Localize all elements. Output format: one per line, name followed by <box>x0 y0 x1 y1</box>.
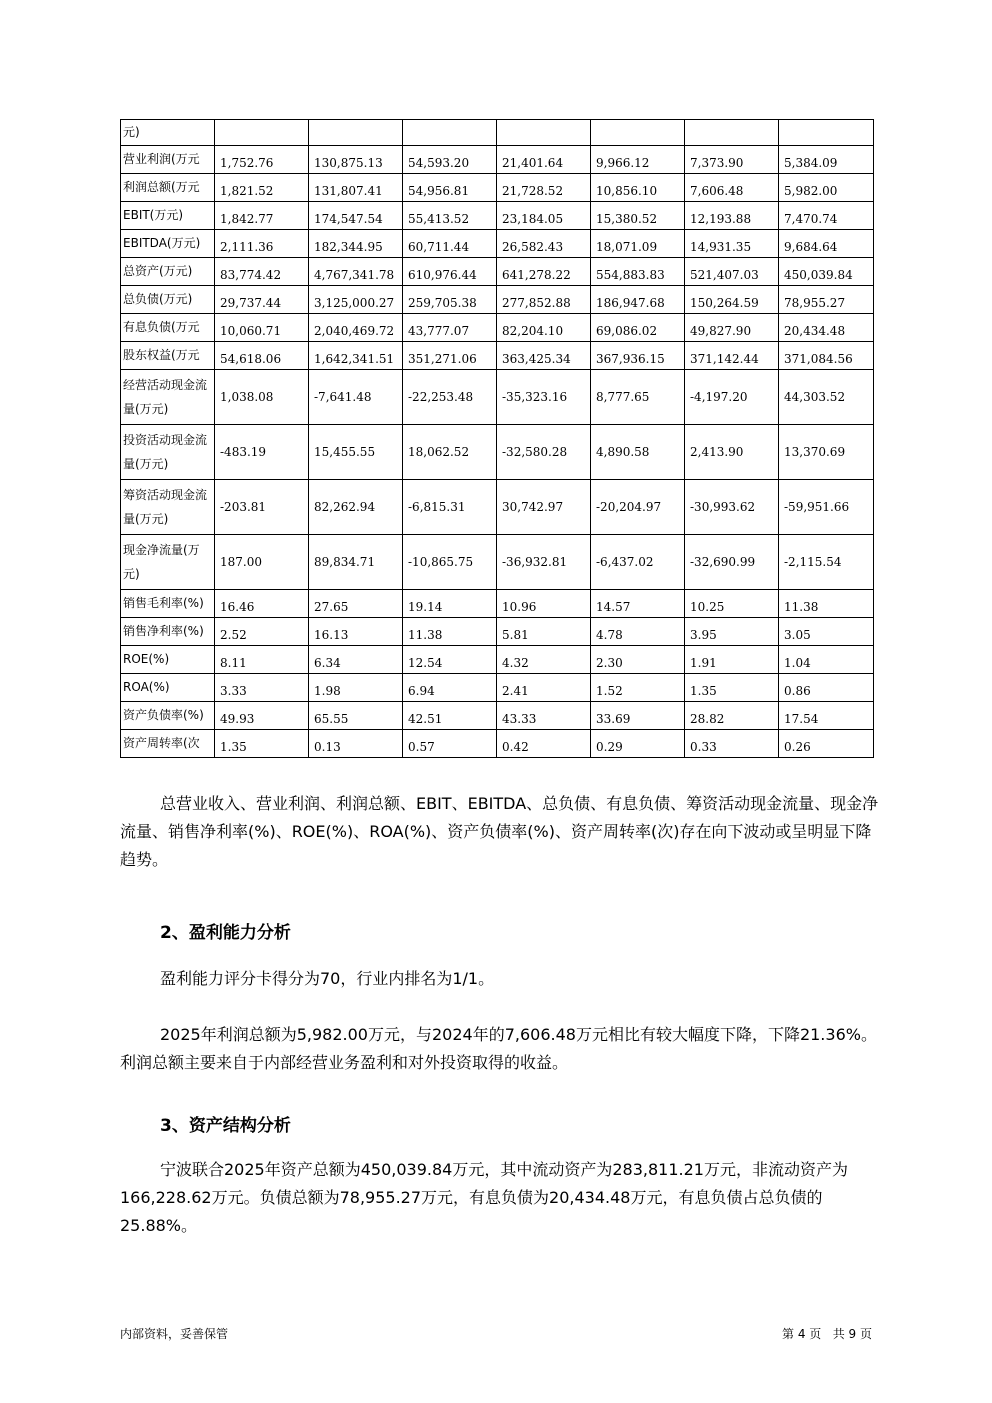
table-cell: 29,737.44 <box>215 286 309 314</box>
table-row <box>121 230 874 258</box>
table-cell: 4.32 <box>497 646 591 674</box>
table-cell: 0.29 <box>591 730 685 758</box>
table-cell: 49,827.90 <box>685 314 779 342</box>
table-row <box>121 425 874 480</box>
table-cell: -32,580.28 <box>497 425 591 480</box>
table-cell: 12.54 <box>403 646 497 674</box>
table-cell: 43.33 <box>497 702 591 730</box>
table-cell: 82,204.10 <box>497 314 591 342</box>
table-row <box>121 480 874 535</box>
footer-page-number: 第 4 页 共 9 页 <box>782 1327 872 1341</box>
table-cell: -6,437.02 <box>591 535 685 590</box>
table-cell: 1.35 <box>685 674 779 702</box>
table-cell: 30,742.97 <box>497 480 591 535</box>
table-cell: -7,641.48 <box>309 370 403 425</box>
row-label: ROA(%) <box>121 674 215 702</box>
table-cell: -6,815.31 <box>403 480 497 535</box>
row-label: 筹资活动现金流量(万元) <box>121 480 215 535</box>
table-cell: 82,262.94 <box>309 480 403 535</box>
table-cell: 12,193.88 <box>685 202 779 230</box>
table-cell: 44,303.52 <box>779 370 874 425</box>
table-cell: 1.35 <box>215 730 309 758</box>
table-cell: 55,413.52 <box>403 202 497 230</box>
table-cell: 521,407.03 <box>685 258 779 286</box>
table-cell: 1.04 <box>779 646 874 674</box>
table-row <box>121 618 874 646</box>
table-cell: 69,086.02 <box>591 314 685 342</box>
row-label: 营业利润(万元 <box>121 146 215 174</box>
table-cell: 19.14 <box>403 590 497 618</box>
table-cell: 14,931.35 <box>685 230 779 258</box>
table-cell: 2,040,469.72 <box>309 314 403 342</box>
table-cell: 43,777.07 <box>403 314 497 342</box>
table-cell: 2,413.90 <box>685 425 779 480</box>
table-cell: 6.34 <box>309 646 403 674</box>
table-cell: 3.05 <box>779 618 874 646</box>
table-cell: 7,373.90 <box>685 146 779 174</box>
table-cell: 42.51 <box>403 702 497 730</box>
table-cell: 16.46 <box>215 590 309 618</box>
table-cell: 2.30 <box>591 646 685 674</box>
footer-confidential-note: 内部资料，妥善保管 <box>120 1327 229 1341</box>
table-cell: 259,705.38 <box>403 286 497 314</box>
table-cell: 367,936.15 <box>591 342 685 370</box>
table-row <box>121 646 874 674</box>
table-cell <box>591 120 685 146</box>
table-cell: 10,856.10 <box>591 174 685 202</box>
table-row <box>121 590 874 618</box>
table-row <box>121 286 874 314</box>
table-cell: 13,370.69 <box>779 425 874 480</box>
table-cell: 174,547.54 <box>309 202 403 230</box>
table-cell: 8,777.65 <box>591 370 685 425</box>
table-cell: -2,115.54 <box>779 535 874 590</box>
table-row <box>121 174 874 202</box>
row-label: ROE(%) <box>121 646 215 674</box>
table-cell: 554,883.83 <box>591 258 685 286</box>
table-cell: 27.65 <box>309 590 403 618</box>
table-cell: 54,956.81 <box>403 174 497 202</box>
table-cell: 4.78 <box>591 618 685 646</box>
table-row <box>121 702 874 730</box>
table-cell: 20,434.48 <box>779 314 874 342</box>
table-cell: 1,821.52 <box>215 174 309 202</box>
table-cell: 89,834.71 <box>309 535 403 590</box>
table-cell: 1,752.76 <box>215 146 309 174</box>
table-cell: 277,852.88 <box>497 286 591 314</box>
table-cell: 54,618.06 <box>215 342 309 370</box>
table-cell: 3.95 <box>685 618 779 646</box>
trend-summary-paragraph: 总营业收入、营业利润、利润总额、EBIT、EBITDA、总负债、有息负债、筹资活动现金流量、现金净流量、销售净利率(%)、ROE(%)、ROA(%)、资产负债率(%)、资产周转率(次)存在向下波动或呈明显下降趋势。 <box>120 794 879 869</box>
table-cell: 150,264.59 <box>685 286 779 314</box>
table-cell: 65.55 <box>309 702 403 730</box>
row-label: 销售净利率(%) <box>121 618 215 646</box>
table-cell <box>215 120 309 146</box>
table-cell: 3.33 <box>215 674 309 702</box>
table-row <box>121 314 874 342</box>
table-cell: 1,642,341.51 <box>309 342 403 370</box>
table-cell: 10.25 <box>685 590 779 618</box>
table-cell: 4,890.58 <box>591 425 685 480</box>
table-row <box>121 342 874 370</box>
table-cell <box>779 120 874 146</box>
table-row <box>121 535 874 590</box>
table-cell: 4,767,341.78 <box>309 258 403 286</box>
table-cell: 15,455.55 <box>309 425 403 480</box>
table-cell: 371,142.44 <box>685 342 779 370</box>
table-cell: 0.57 <box>403 730 497 758</box>
table-cell: 28.82 <box>685 702 779 730</box>
table-cell: 18,071.09 <box>591 230 685 258</box>
row-label: 总资产(万元) <box>121 258 215 286</box>
table-cell: 610,976.44 <box>403 258 497 286</box>
table-cell: 450,039.84 <box>779 258 874 286</box>
table-cell: -35,323.16 <box>497 370 591 425</box>
table-cell: -36,932.81 <box>497 535 591 590</box>
table-cell: 2.41 <box>497 674 591 702</box>
table-row <box>121 258 874 286</box>
table-cell: 1.91 <box>685 646 779 674</box>
table-cell <box>403 120 497 146</box>
table-cell: 49.93 <box>215 702 309 730</box>
table-cell: -22,253.48 <box>403 370 497 425</box>
table-cell: -32,690.99 <box>685 535 779 590</box>
table-cell: 9,966.12 <box>591 146 685 174</box>
table-row <box>121 674 874 702</box>
table-cell: -30,993.62 <box>685 480 779 535</box>
table-cell <box>497 120 591 146</box>
table-row <box>121 370 874 425</box>
table-cell: 1,842.77 <box>215 202 309 230</box>
table-cell: 363,425.34 <box>497 342 591 370</box>
table-cell: 0.13 <box>309 730 403 758</box>
row-label: 销售毛利率(%) <box>121 590 215 618</box>
row-label: EBIT(万元) <box>121 202 215 230</box>
table-cell: 16.13 <box>309 618 403 646</box>
table-cell: 131,807.41 <box>309 174 403 202</box>
table-cell: 33.69 <box>591 702 685 730</box>
table-cell: 2,111.36 <box>215 230 309 258</box>
row-label: 投资活动现金流量(万元) <box>121 425 215 480</box>
table-cell: 351,271.06 <box>403 342 497 370</box>
table-cell: -59,951.66 <box>779 480 874 535</box>
section-2-heading: 2、盈利能力分析 <box>160 923 291 943</box>
row-label: EBITDA(万元) <box>121 230 215 258</box>
row-label: 股东权益(万元 <box>121 342 215 370</box>
table-cell: 187.00 <box>215 535 309 590</box>
table-cell: 2.52 <box>215 618 309 646</box>
profit-total-paragraph: 2025年利润总额为5,982.00万元，与2024年的7,606.48万元相比有较大幅度下降，下降21.36%。利润总额主要来自于内部经营业务盈利和对外投资取得的收益。 <box>120 1025 877 1072</box>
table-row <box>121 730 874 758</box>
table-cell: 8.11 <box>215 646 309 674</box>
table-cell: 5.81 <box>497 618 591 646</box>
table-cell: -10,865.75 <box>403 535 497 590</box>
table-cell: 7,470.74 <box>779 202 874 230</box>
row-label: 现金净流量(万元) <box>121 535 215 590</box>
table-cell: -20,204.97 <box>591 480 685 535</box>
table-row <box>121 202 874 230</box>
table-cell: 1.52 <box>591 674 685 702</box>
table-cell: 10,060.71 <box>215 314 309 342</box>
table-cell: -203.81 <box>215 480 309 535</box>
table-cell: 3,125,000.27 <box>309 286 403 314</box>
table-cell: 182,344.95 <box>309 230 403 258</box>
profitability-score-paragraph: 盈利能力评分卡得分为70，行业内排名为1/1。 <box>160 969 495 988</box>
table-cell: 0.26 <box>779 730 874 758</box>
table-cell: 7,606.48 <box>685 174 779 202</box>
table-cell <box>685 120 779 146</box>
row-label: 资产周转率(次 <box>121 730 215 758</box>
table-cell: 6.94 <box>403 674 497 702</box>
table-cell: 186,947.68 <box>591 286 685 314</box>
table-cell: 17.54 <box>779 702 874 730</box>
asset-structure-paragraph: 宁波联合2025年资产总额为450,039.84万元，其中流动资产为283,811.21万元，非流动资产为166,228.62万元。负债总额为78,955.27万元，有息负债为20,434.48万元，有息负债占总负债的25.88%。 <box>120 1160 848 1235</box>
table-cell: 5,384.09 <box>779 146 874 174</box>
row-label: 经营活动现金流量(万元) <box>121 370 215 425</box>
table-cell: 18,062.52 <box>403 425 497 480</box>
row-label: 有息负债(万元 <box>121 314 215 342</box>
table-cell: 5,982.00 <box>779 174 874 202</box>
table-cell: 371,084.56 <box>779 342 874 370</box>
table-cell: 9,684.64 <box>779 230 874 258</box>
table-cell: 11.38 <box>403 618 497 646</box>
table-cell: 1,038.08 <box>215 370 309 425</box>
table-cell: 130,875.13 <box>309 146 403 174</box>
table-cell <box>309 120 403 146</box>
table-row <box>121 146 874 174</box>
financial-indicator-table <box>120 119 874 758</box>
table-cell: 83,774.42 <box>215 258 309 286</box>
table-cell: 0.33 <box>685 730 779 758</box>
table-row <box>121 120 874 146</box>
table-cell: 15,380.52 <box>591 202 685 230</box>
table-cell: 21,401.64 <box>497 146 591 174</box>
table-cell: 1.98 <box>309 674 403 702</box>
table-cell: 23,184.05 <box>497 202 591 230</box>
table-cell: 10.96 <box>497 590 591 618</box>
row-label: 总负债(万元) <box>121 286 215 314</box>
table-cell: 641,278.22 <box>497 258 591 286</box>
table-cell: 60,711.44 <box>403 230 497 258</box>
table-cell: 14.57 <box>591 590 685 618</box>
table-cell: -483.19 <box>215 425 309 480</box>
table-cell: 26,582.43 <box>497 230 591 258</box>
section-3-heading: 3、资产结构分析 <box>160 1116 291 1136</box>
table-cell: 0.86 <box>779 674 874 702</box>
table-cell: 54,593.20 <box>403 146 497 174</box>
table-cell: 0.42 <box>497 730 591 758</box>
table-cell: 78,955.27 <box>779 286 874 314</box>
table-cell: 21,728.52 <box>497 174 591 202</box>
row-label: 利润总额(万元 <box>121 174 215 202</box>
row-label: 元) <box>121 120 215 146</box>
table-cell: -4,197.20 <box>685 370 779 425</box>
table-cell: 11.38 <box>779 590 874 618</box>
row-label: 资产负债率(%) <box>121 702 215 730</box>
